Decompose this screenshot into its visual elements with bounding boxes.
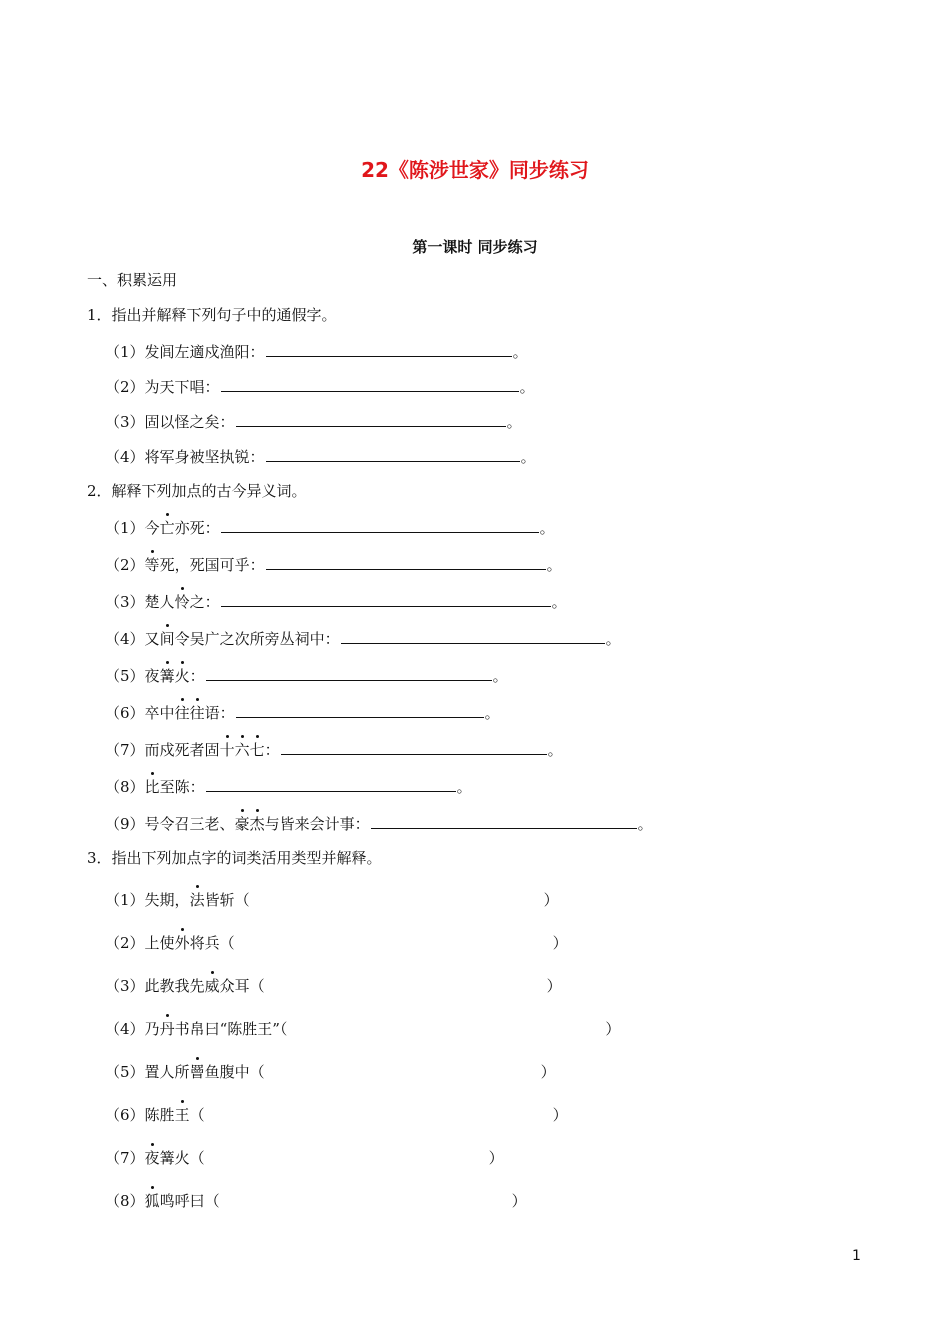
dotted-word: 亡 bbox=[159, 519, 175, 537]
item-pre: 此教我先 bbox=[144, 977, 205, 995]
item-end: 。 bbox=[547, 741, 563, 759]
item-text: 为天下唱： bbox=[144, 378, 220, 396]
answer-blank[interactable] bbox=[221, 591, 551, 607]
item-end: 。 bbox=[605, 630, 621, 648]
dotted-word: 威 bbox=[204, 977, 220, 995]
item-number: （2） bbox=[105, 934, 145, 952]
q1-item bbox=[105, 446, 536, 467]
answer-blank[interactable] bbox=[236, 702, 484, 718]
dotted-char: 往 bbox=[189, 704, 205, 722]
item-pre: 今 bbox=[144, 519, 160, 537]
question-2-prompt: 2．解释下列加点的古今异义词。 bbox=[87, 482, 307, 500]
answer-blank[interactable] bbox=[341, 628, 605, 644]
q3-item bbox=[105, 1019, 620, 1039]
item-number: （3） bbox=[105, 413, 145, 431]
item-end: 。 bbox=[637, 815, 653, 833]
item-number: （6） bbox=[105, 1106, 145, 1124]
answer-blank[interactable] bbox=[221, 376, 519, 392]
item-number: （1） bbox=[105, 343, 145, 361]
item-pre: 楚人 bbox=[144, 593, 175, 611]
item-pre: 夜 bbox=[144, 667, 160, 685]
item-pre: 失期， bbox=[144, 891, 190, 909]
close-paren: ） bbox=[552, 934, 568, 952]
item-post: 死，死国可乎： bbox=[159, 556, 265, 574]
item-number: （3） bbox=[105, 593, 145, 611]
q1-item bbox=[105, 341, 528, 362]
q2-item bbox=[105, 776, 472, 797]
item-number: （4） bbox=[105, 448, 145, 466]
item-number: （1） bbox=[105, 891, 145, 909]
dotted-word bbox=[220, 741, 265, 759]
item-number: （1） bbox=[105, 519, 145, 537]
q2-item bbox=[105, 517, 555, 538]
item-pre: 卒中 bbox=[144, 704, 175, 722]
dotted-char: 七 bbox=[249, 741, 265, 759]
answer-blank[interactable] bbox=[206, 776, 456, 792]
item-post: 书帛曰“陈胜王”（ bbox=[174, 1020, 288, 1038]
q3-item bbox=[105, 933, 568, 953]
q2-item bbox=[105, 554, 562, 575]
q2-item bbox=[105, 739, 563, 760]
close-paren: ） bbox=[511, 1192, 527, 1210]
dotted-word: 王 bbox=[174, 1106, 190, 1124]
q2-item bbox=[105, 628, 621, 649]
item-pre: 置人所 bbox=[144, 1063, 190, 1081]
item-number: （4） bbox=[105, 630, 145, 648]
dotted-char: 豪 bbox=[234, 815, 250, 833]
lesson-subtitle: 第一课时 同步练习 bbox=[412, 238, 538, 256]
q1-item bbox=[105, 411, 522, 432]
item-post: 众耳（ bbox=[219, 977, 265, 995]
item-pre: 陈胜 bbox=[144, 1106, 175, 1124]
item-end: 。 bbox=[492, 667, 508, 685]
item-pre: 乃 bbox=[144, 1020, 160, 1038]
item-number: （2） bbox=[105, 556, 145, 574]
item-pre: 号令召三老、 bbox=[144, 815, 235, 833]
item-end: 。 bbox=[539, 519, 555, 537]
q3-item bbox=[105, 1062, 556, 1082]
close-paren: ） bbox=[488, 1149, 504, 1167]
dotted-char: 火 bbox=[174, 667, 190, 685]
item-end: 。 bbox=[551, 593, 567, 611]
dotted-char: 杰 bbox=[249, 815, 265, 833]
item-number: （8） bbox=[105, 1192, 145, 1210]
dotted-word: 丹 bbox=[159, 1020, 175, 1038]
question-1-prompt: 1．指出并解释下列句子中的通假字。 bbox=[87, 306, 337, 324]
answer-blank[interactable] bbox=[371, 813, 637, 829]
item-pre: 上使 bbox=[144, 934, 175, 952]
q1-item bbox=[105, 376, 535, 397]
q2-item bbox=[105, 813, 653, 834]
q3-item bbox=[105, 1148, 504, 1168]
q2-item bbox=[105, 702, 500, 723]
item-post: 语： bbox=[204, 704, 235, 722]
item-post: 之： bbox=[189, 593, 220, 611]
q3-item bbox=[105, 1105, 568, 1125]
item-number: （2） bbox=[105, 378, 145, 396]
dotted-word: 罾 bbox=[189, 1063, 205, 1081]
item-number: （3） bbox=[105, 977, 145, 995]
answer-blank[interactable] bbox=[266, 341, 512, 357]
q2-item bbox=[105, 591, 567, 612]
item-number: （8） bbox=[105, 778, 145, 796]
q3-item bbox=[105, 976, 562, 996]
item-post: （ bbox=[189, 1106, 205, 1124]
item-post: 鱼腹中（ bbox=[204, 1063, 265, 1081]
dotted-char: 往 bbox=[174, 704, 190, 722]
item-post: 篝火（ bbox=[159, 1149, 205, 1167]
close-paren: ） bbox=[552, 1106, 568, 1124]
document-title: 22《陈涉世家》同步练习 bbox=[361, 158, 589, 182]
dotted-word bbox=[235, 815, 265, 833]
answer-blank[interactable] bbox=[266, 446, 520, 462]
item-post: ： bbox=[189, 667, 205, 685]
dotted-char: 六 bbox=[234, 741, 250, 759]
close-paren: ） bbox=[543, 891, 559, 909]
item-pre: 而戍死者固 bbox=[144, 741, 220, 759]
answer-blank[interactable] bbox=[236, 411, 506, 427]
item-text: 将军身被坚执锐： bbox=[144, 448, 265, 466]
dotted-word bbox=[175, 704, 205, 722]
item-post: 将兵（ bbox=[189, 934, 235, 952]
answer-blank[interactable] bbox=[266, 554, 546, 570]
dotted-word: 外 bbox=[174, 934, 190, 952]
item-end: 。 bbox=[519, 378, 535, 396]
item-post: 令吴广之次所旁丛祠中： bbox=[174, 630, 340, 648]
q3-item bbox=[105, 890, 559, 910]
dotted-word: 等 bbox=[144, 556, 160, 574]
item-number: （9） bbox=[105, 815, 145, 833]
item-number: （5） bbox=[105, 667, 145, 685]
answer-blank[interactable] bbox=[206, 665, 492, 681]
close-paren: ） bbox=[605, 1020, 621, 1038]
item-number: （4） bbox=[105, 1020, 145, 1038]
item-text: 发闾左適戍渔阳： bbox=[144, 343, 265, 361]
item-pre: 又 bbox=[144, 630, 160, 648]
dotted-word: 怜 bbox=[174, 593, 190, 611]
close-paren: ） bbox=[540, 1063, 556, 1081]
item-end: 。 bbox=[456, 778, 472, 796]
item-post: 鸣呼曰（ bbox=[159, 1192, 220, 1210]
item-number: （6） bbox=[105, 704, 145, 722]
item-end: 。 bbox=[546, 556, 562, 574]
dotted-word: 法 bbox=[189, 891, 205, 909]
question-3-prompt: 3．指出下列加点字的词类活用类型并解释。 bbox=[87, 849, 382, 867]
dotted-char: 篝 bbox=[159, 667, 175, 685]
item-post: 皆斩（ bbox=[204, 891, 250, 909]
item-text: 固以怪之矣： bbox=[144, 413, 235, 431]
item-post: ： bbox=[264, 741, 280, 759]
section-heading: 一、积累运用 bbox=[87, 271, 178, 289]
item-end: 。 bbox=[520, 448, 536, 466]
item-end: 。 bbox=[512, 343, 528, 361]
item-post: 与皆来会计事： bbox=[264, 815, 370, 833]
dotted-word: 狐 bbox=[144, 1192, 160, 1210]
item-post: 至陈： bbox=[159, 778, 205, 796]
dotted-word bbox=[160, 667, 190, 685]
item-end: 。 bbox=[506, 413, 522, 431]
dotted-char: 十 bbox=[219, 741, 235, 759]
dotted-word: 比 bbox=[144, 778, 160, 796]
answer-blank[interactable] bbox=[221, 517, 539, 533]
close-paren: ） bbox=[546, 977, 562, 995]
q3-item bbox=[105, 1191, 527, 1211]
q2-item bbox=[105, 665, 508, 686]
item-number: （7） bbox=[105, 741, 145, 759]
item-number: （5） bbox=[105, 1063, 145, 1081]
dotted-word: 间 bbox=[159, 630, 175, 648]
answer-blank[interactable] bbox=[281, 739, 547, 755]
item-end: 。 bbox=[484, 704, 500, 722]
page-number: 1 bbox=[852, 1248, 861, 1264]
dotted-word: 夜 bbox=[144, 1149, 160, 1167]
item-number: （7） bbox=[105, 1149, 145, 1167]
item-post: 亦死： bbox=[174, 519, 220, 537]
